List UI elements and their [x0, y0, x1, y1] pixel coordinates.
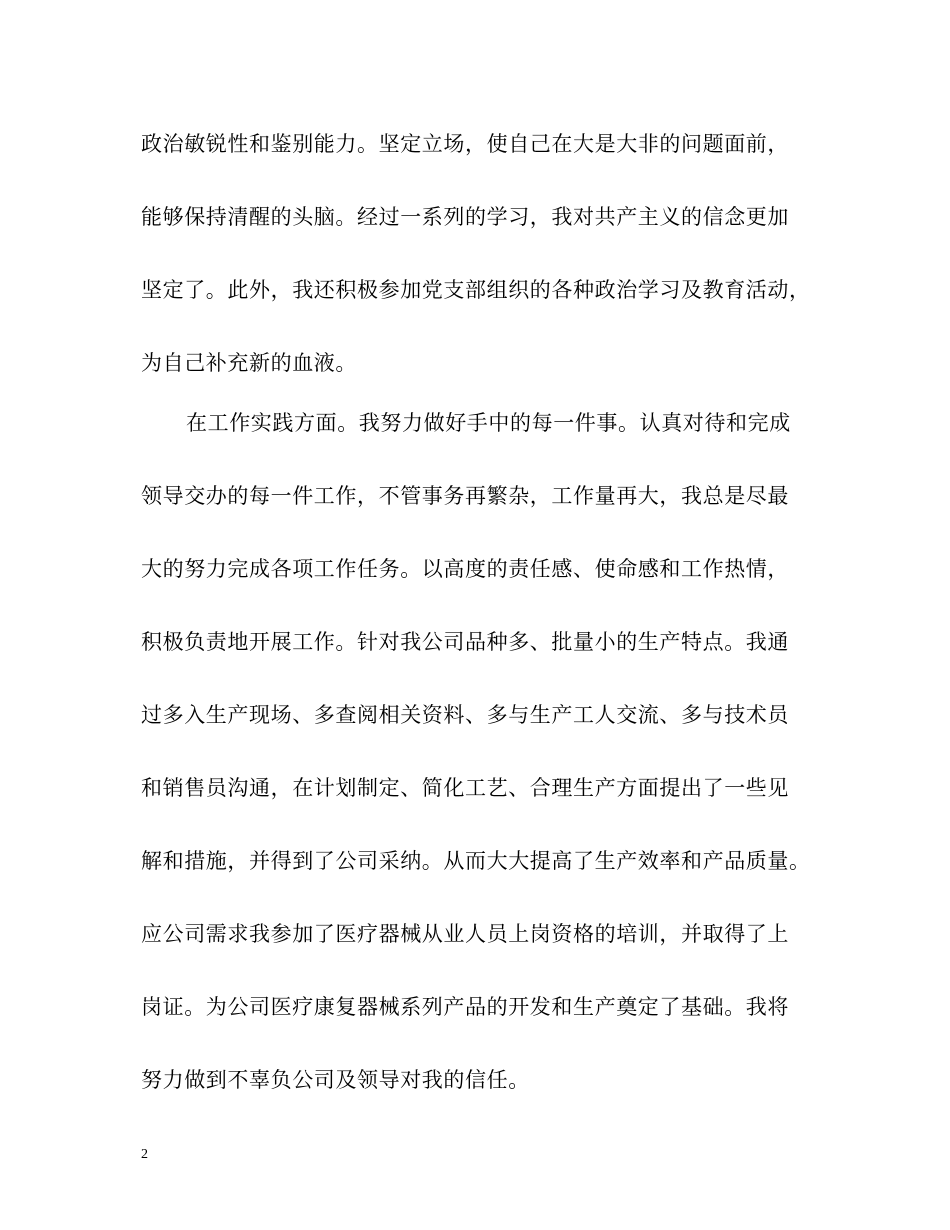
- paragraph-first-line: 在工作实践方面。我努力做好手中的每一件事。认真对待和完成: [186, 411, 791, 435]
- text-line: 能够保持清醒的头脑。经过一系列的学习，我对共产主义的信念更加: [141, 205, 789, 229]
- text-line: 努力做到不辜负公司及领导对我的信任。: [141, 1068, 530, 1092]
- text-line: 过多入生产现场、多查阅相关资料、多与生产工人交流、多与技术员: [141, 703, 789, 727]
- text-line: 大的努力完成各项工作任务。以高度的责任感、使命感和工作热情，: [141, 557, 789, 581]
- text-line: 岗证。为公司医疗康复器械系列产品的开发和生产奠定了基础。我将: [141, 995, 789, 1019]
- page-number: 2: [141, 1147, 148, 1162]
- text-line: 为自己补充新的血液。: [141, 351, 357, 375]
- text-line: 和销售员沟通，在计划制定、简化工艺、合理生产方面提出了一些见: [141, 776, 789, 800]
- text-line: 解和措施，并得到了公司采纳。从而大大提高了生产效率和产品质量。: [141, 849, 811, 873]
- text-line: 坚定了。此外，我还积极参加党支部组织的各种政治学习及教育活动，: [141, 278, 811, 302]
- text-line: 领导交办的每一件工作，不管事务再繁杂，工作量再大，我总是尽最: [141, 484, 789, 508]
- text-line: 应公司需求我参加了医疗器械从业人员上岗资格的培训，并取得了上: [141, 922, 789, 946]
- text-line: 积极负责地开展工作。针对我公司品种多、批量小的生产特点。我通: [141, 630, 789, 654]
- text-line: 政治敏锐性和鉴别能力。坚定立场，使自己在大是大非的问题面前，: [141, 132, 789, 156]
